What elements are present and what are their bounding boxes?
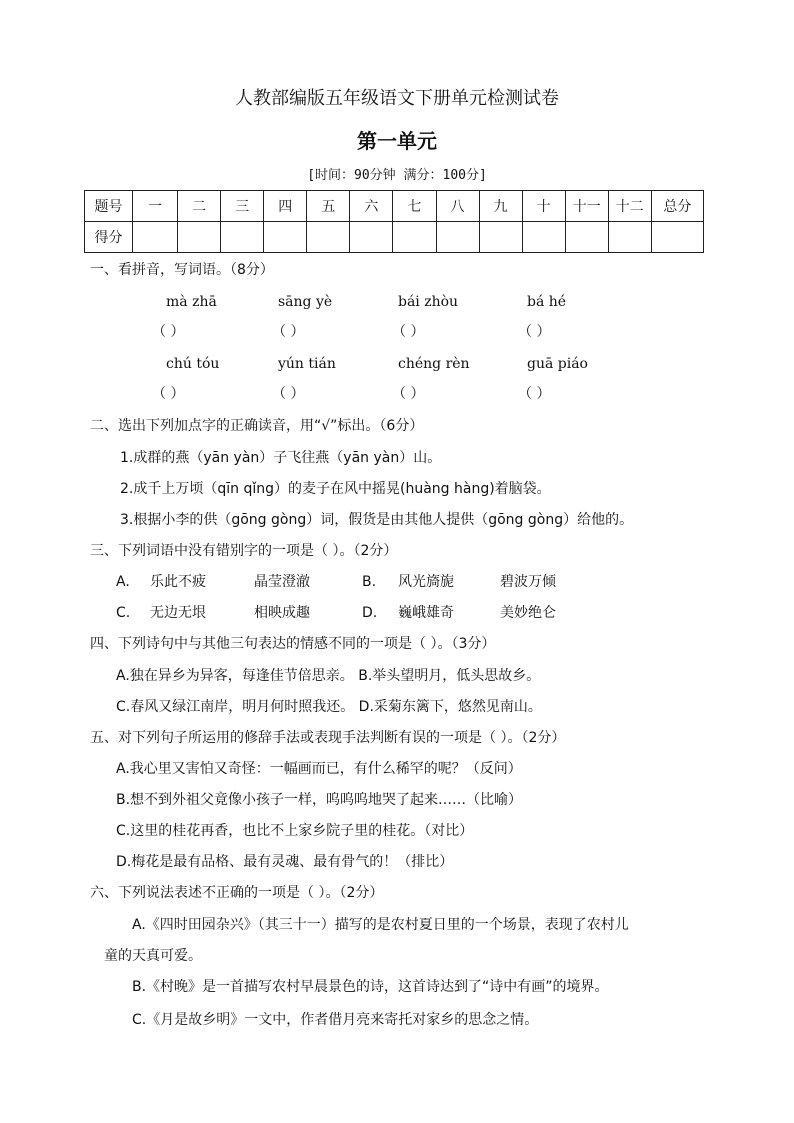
score-table-header-row	[85, 191, 704, 222]
q5-heading: 五、对下列句子所运用的修辞手法或表现手法判断有误的一项是（ ）。（2分）	[90, 730, 566, 746]
pinyin: mà zhā	[166, 294, 217, 310]
option-label: A.	[116, 574, 130, 590]
q2-item: 3.根据小李的供（gōng gòng）词，假货是由其他人提供（gōng gòng）给他的。	[120, 512, 634, 528]
pinyin: chéng rèn	[398, 356, 470, 372]
option-word: 晶莹澄澈	[254, 574, 310, 590]
table-cell: 一	[133, 191, 178, 222]
table-cell: 题号	[85, 191, 133, 222]
table-cell: 六	[350, 191, 393, 222]
q2-item: 1.成群的燕（yān yàn）子飞往燕（yān yàn）山。	[120, 450, 442, 466]
score-table-score-row	[85, 222, 704, 253]
table-cell: 七	[393, 191, 436, 222]
table-cell: 十二	[608, 191, 651, 222]
q2-item: 2.成千上万顷（qīn qǐng）的麦子在风中摇晃(huàng hàng)着脑袋。	[120, 481, 551, 497]
option-word: 风光旖旎	[398, 574, 454, 590]
score-input-cell[interactable]	[436, 222, 479, 253]
answer-blank[interactable]: （ ）	[518, 324, 551, 340]
score-input-cell[interactable]	[565, 222, 608, 253]
score-table	[84, 190, 704, 253]
pinyin: guā piáo	[527, 356, 588, 372]
q5-option: B.想不到外祖父竟像小孩子一样，呜呜呜地哭了起来……（比喻）	[116, 792, 523, 808]
answer-blank[interactable]: （ ）	[272, 324, 305, 340]
table-cell: 八	[436, 191, 479, 222]
pinyin: bá hé	[527, 294, 567, 310]
table-cell: 五	[307, 191, 350, 222]
score-input-cell[interactable]	[608, 222, 651, 253]
time-info: [时间：90分钟 满分：100分]	[307, 168, 487, 183]
table-cell: 总分	[651, 191, 703, 222]
pinyin: sāng yè	[278, 294, 333, 310]
exam-title: 人教部编版五年级语文下册单元检测试卷	[235, 88, 559, 109]
q3-heading: 三、下列词语中没有错别字的一项是（ ）。（2分）	[90, 543, 398, 559]
option-word: 美妙绝仑	[500, 605, 556, 621]
option-label: C.	[116, 605, 131, 621]
unit-title: 第一单元	[357, 129, 437, 153]
option-word: 碧波万倾	[500, 574, 556, 590]
q5-option: C.这里的桂花再香，也比不上家乡院子里的桂花。（对比）	[116, 823, 474, 839]
score-input-cell[interactable]	[178, 222, 221, 253]
option-label: B.	[362, 574, 377, 590]
table-cell: 四	[264, 191, 307, 222]
q2-heading: 二、选出下列加点字的正确读音，用“√”标出。（6分）	[90, 418, 424, 434]
score-input-cell[interactable]	[393, 222, 436, 253]
q5-option: A.我心里又害怕又奇怪：一幅画而已，有什么稀罕的呢？（反问）	[116, 761, 522, 777]
q6-option-b: B.《村晚》是一首描写农村早晨景色的诗，这首诗达到了“诗中有画”的境界。	[132, 979, 609, 995]
score-input-cell[interactable]	[522, 222, 565, 253]
answer-blank[interactable]: （ ）	[518, 386, 551, 402]
table-cell: 十一	[565, 191, 608, 222]
q1-heading: 一、看拼音，写词语。（8分）	[90, 262, 274, 278]
q6-option-a: A.《四时田园杂兴》（其三十一）描写的是农村夏日里的一个场景，表现了农村儿	[132, 917, 629, 933]
q6-option-c: C.《月是故乡明》一文中，作者借月亮来寄托对家乡的思念之情。	[132, 1012, 539, 1028]
table-cell: 十	[522, 191, 565, 222]
q4-options-line: A.独在异乡为异客，每逢佳节倍思亲。 B.举头望明月，低头思故乡。	[116, 668, 541, 684]
option-word: 乐此不疲	[150, 574, 206, 590]
score-input-cell[interactable]	[651, 222, 703, 253]
answer-blank[interactable]: （ ）	[392, 324, 425, 340]
option-word: 相映成趣	[254, 605, 310, 621]
table-cell: 得分	[85, 222, 133, 253]
q6-option-a-cont: 童的天真可爱。	[104, 948, 202, 964]
score-input-cell[interactable]	[133, 222, 178, 253]
answer-blank[interactable]: （ ）	[392, 386, 425, 402]
pinyin: yún tián	[278, 356, 336, 372]
pinyin: chú tóu	[166, 356, 220, 372]
answer-blank[interactable]: （ ）	[272, 386, 305, 402]
score-input-cell[interactable]	[350, 222, 393, 253]
score-input-cell[interactable]	[221, 222, 264, 253]
q4-heading: 四、下列诗句中与其他三句表达的情感不同的一项是（ ）。（3分）	[90, 636, 496, 652]
q6-heading: 六、下列说法表述不正确的一项是（ ）。（2分）	[90, 885, 384, 901]
table-cell: 二	[178, 191, 221, 222]
score-input-cell[interactable]	[264, 222, 307, 253]
score-input-cell[interactable]	[479, 222, 522, 253]
option-word: 无边无垠	[150, 605, 206, 621]
q4-options-line: C.春风又绿江南岸，明月何时照我还。 D.采菊东篱下，悠然见南山。	[116, 699, 542, 715]
q5-option: D.梅花是最有品格、最有灵魂、最有骨气的！（排比）	[116, 854, 454, 870]
table-cell: 三	[221, 191, 264, 222]
option-word: 巍峨雄奇	[398, 605, 454, 621]
option-label: D.	[362, 605, 378, 621]
answer-blank[interactable]: （ ）	[152, 386, 185, 402]
pinyin: bái zhòu	[398, 294, 459, 310]
answer-blank[interactable]: （ ）	[152, 324, 185, 340]
table-cell: 九	[479, 191, 522, 222]
score-input-cell[interactable]	[307, 222, 350, 253]
